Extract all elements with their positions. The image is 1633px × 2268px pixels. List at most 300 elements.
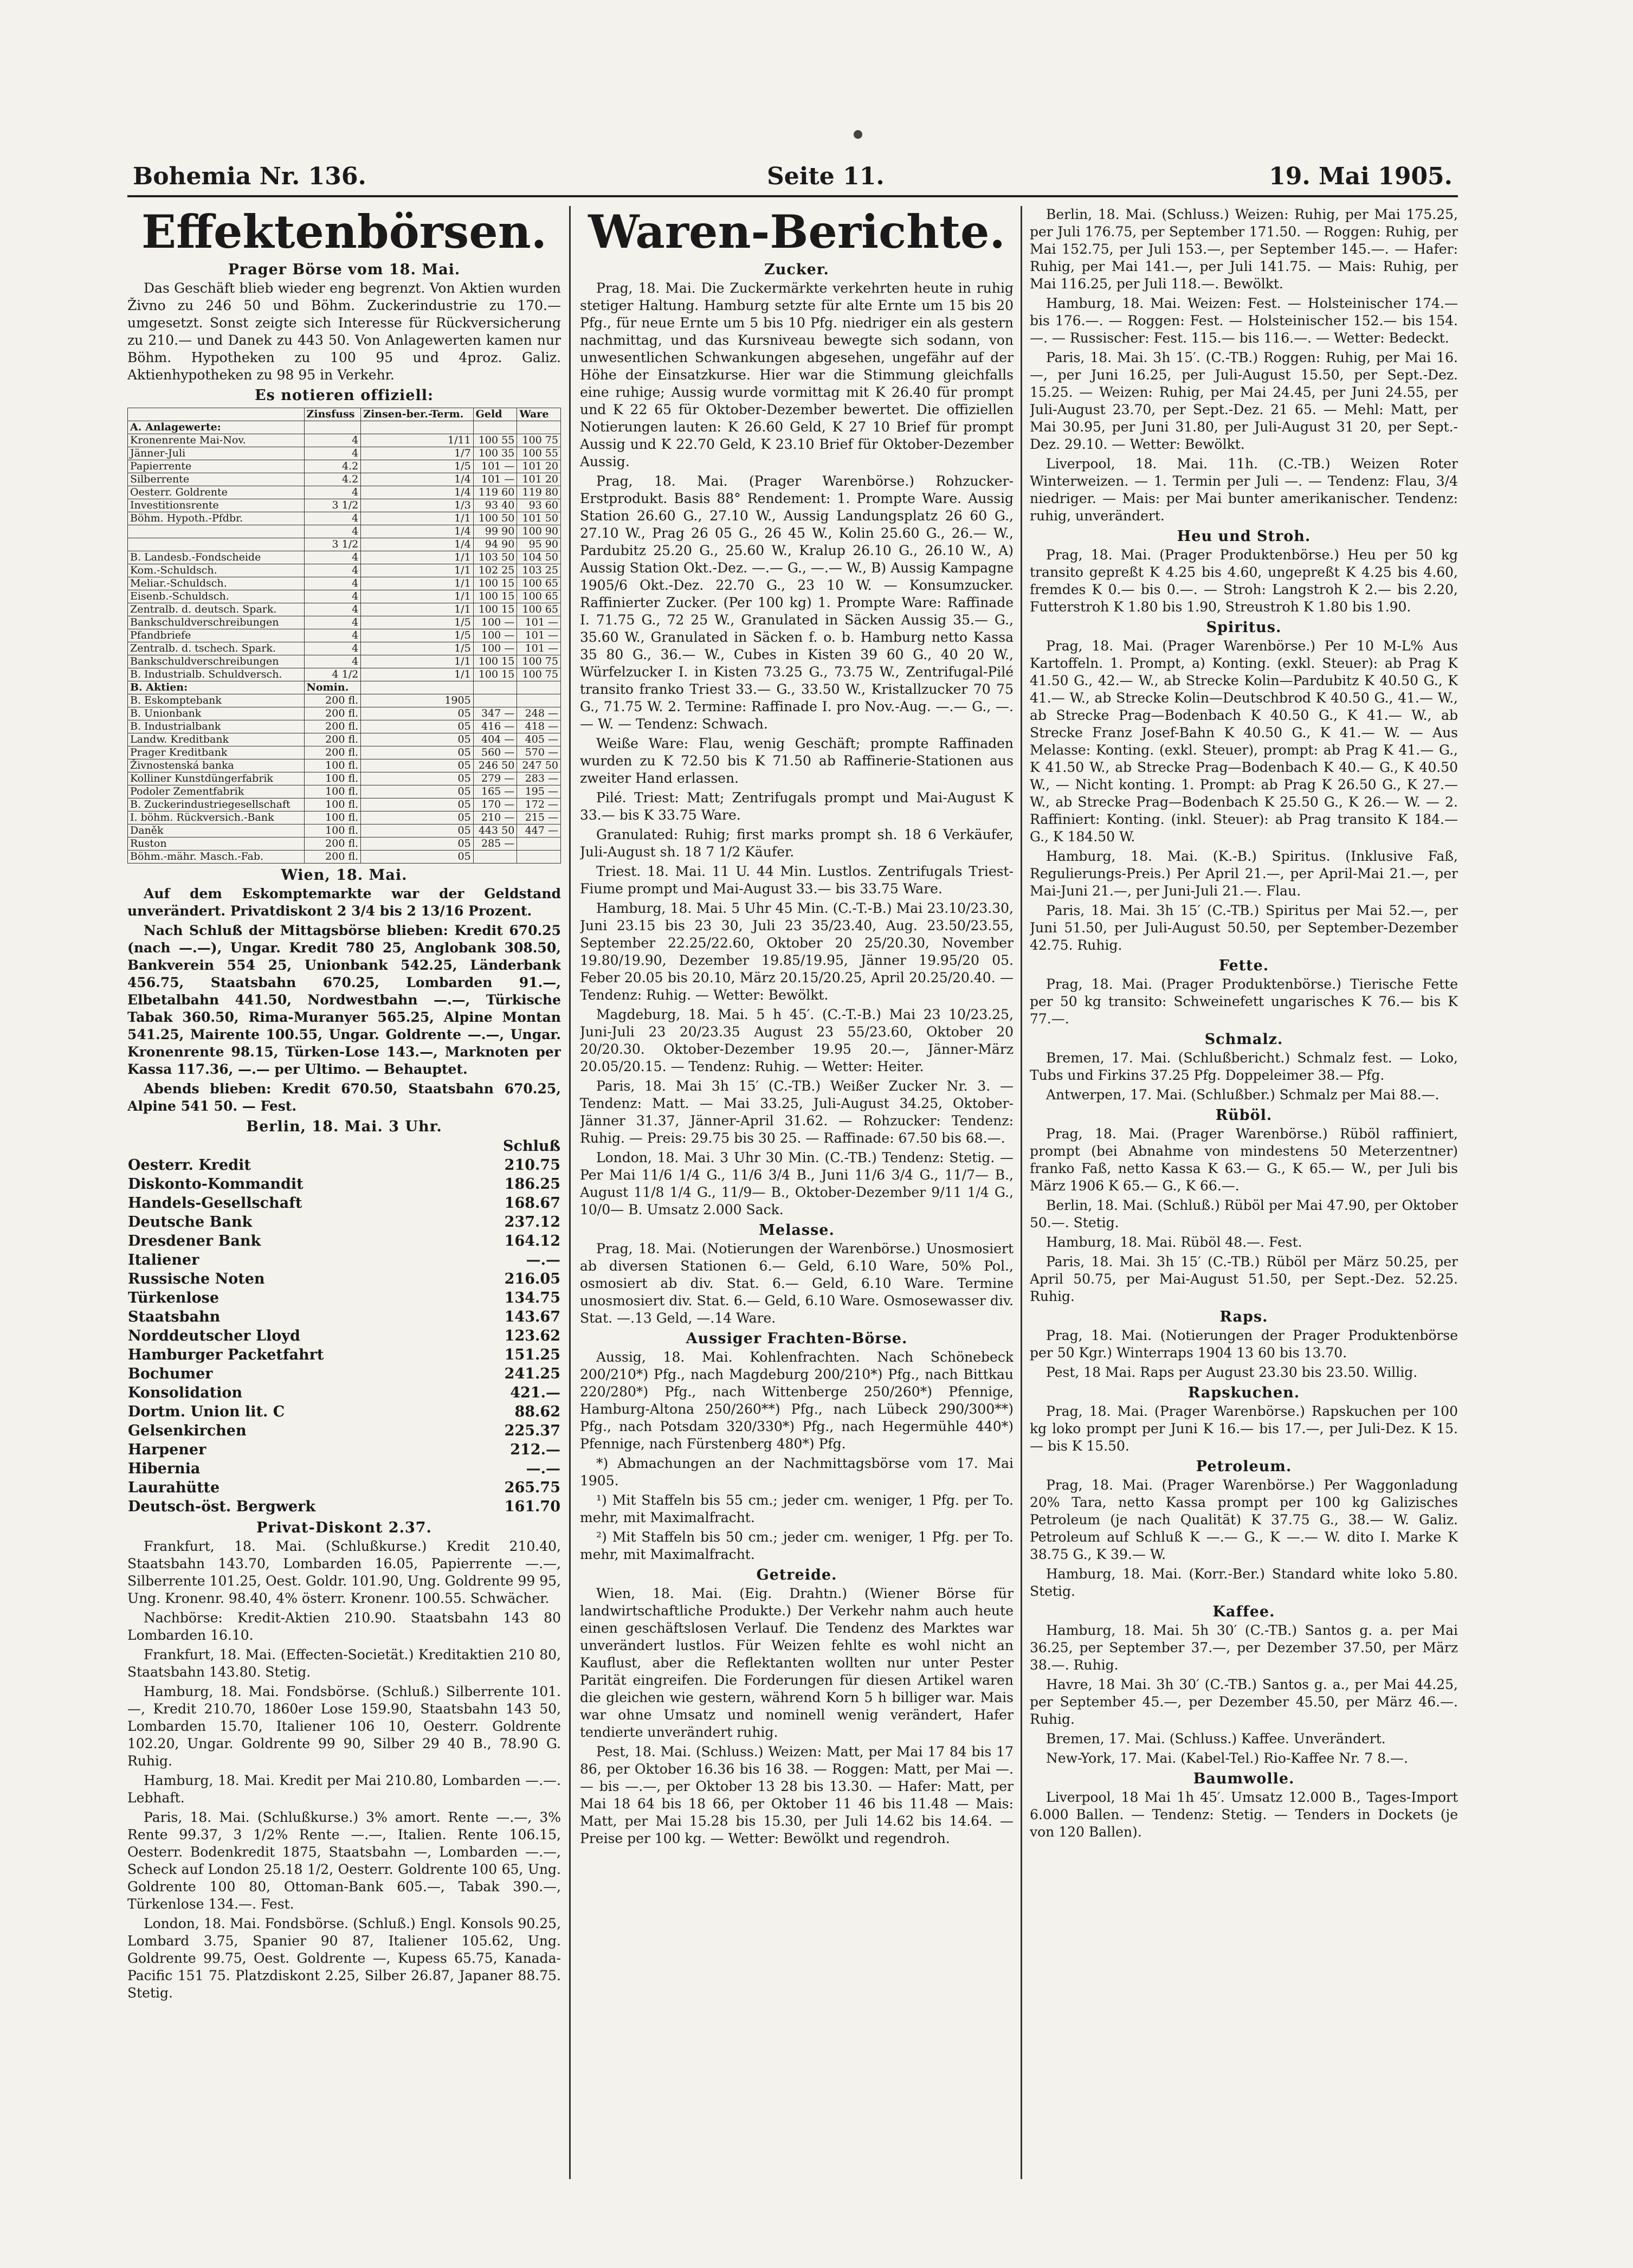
table-row <box>127 1194 561 1213</box>
security-name: Russische Noten <box>128 1271 265 1287</box>
table-row <box>127 1288 561 1307</box>
table-cell: 100 75 <box>517 668 561 681</box>
table-cell: 05 <box>361 707 473 720</box>
table-cell: 210 — <box>473 811 517 824</box>
table-cell: 1/1 <box>361 655 473 668</box>
security-price: 241.25 <box>504 1365 560 1382</box>
security-name: Diskonto-Kommandit <box>128 1176 304 1193</box>
table-cell: 1/4 <box>361 486 473 499</box>
table-cell <box>517 850 561 864</box>
table-cell: 247 50 <box>517 759 561 772</box>
security-name: Konsolidation <box>128 1384 242 1401</box>
column-header: Geld <box>473 408 517 421</box>
table-cell: 100 75 <box>517 434 561 447</box>
table-cell: 100 55 <box>517 447 561 460</box>
table-cell: 101 20 <box>517 460 561 473</box>
commodity-heading: Melasse. <box>759 1222 835 1239</box>
table-cell: B. Industrialb. Schuldversch. <box>128 668 305 681</box>
column-header: Ware <box>517 408 561 421</box>
column-waren-berichte <box>580 206 1014 2179</box>
paragraph: Pest, 18 Mai. Raps per August 23.30 bis 23.50. Willig. <box>1046 1364 1418 1380</box>
table-cell: 100 — <box>473 642 517 655</box>
table-cell: 100 15 <box>473 590 517 603</box>
security-price: 212.— <box>510 1441 560 1458</box>
table-cell: Meliar.-Schuldsch. <box>128 577 305 590</box>
paragraph: Hamburg, 18. Mai. Weizen: Fest. — Holsteinischer 174.— bis 176.—. — Roggen: Fest. — Holsteinischer 152.— bis 154.—. — Russischer: Fest. 115.— bis 116.—. — Wetter: Bedeckt. <box>1030 295 1458 346</box>
table-cell: 93 40 <box>473 499 517 512</box>
table-cell: 4.2 <box>304 473 361 486</box>
paragraph: Prag, 18. Mai. (Notierungen der Prager Produktenbörse per 50 Kgr.) Winterraps 1904 13 60 bis 13.70. <box>1030 1328 1458 1361</box>
table-cell: 1/4 <box>361 525 473 538</box>
table-cell: 104 50 <box>517 551 561 564</box>
table-cell <box>128 525 305 538</box>
table-cell: 101 — <box>473 460 517 473</box>
table-row <box>128 538 561 551</box>
table-cell: 165 — <box>473 785 517 798</box>
paragraph: ¹) Mit Staffeln bis 55 cm.; jeder cm. weniger, 1 Pfg. per To. mehr, mit Maximalfracht. <box>580 1492 1014 1525</box>
table-cell: 100 15 <box>473 577 517 590</box>
commodity-heading: Aussiger Frachten-Börse. <box>686 1330 908 1347</box>
table-row <box>128 642 561 655</box>
paragraph: Hamburg, 18. Mai. (K.-B.) Spiritus. (Inklusive Faß, Regulierungs-Preis.) Per April 21.—, per April-Mai 21.—, per Mai-Juni 21.—, per Juni-Juli 21.—. Flau. <box>1030 848 1458 899</box>
security-name: Gelsenkirchen <box>128 1422 247 1439</box>
table-cell: Oesterr. Goldrente <box>128 486 305 499</box>
table-row <box>128 551 561 564</box>
paragraph: Auf dem Eskomptemarkte war der Geldstand unverändert. Privatdiskont 2 3/4 bis 2 13/16 Prozent. <box>127 886 561 919</box>
table-cell: B. Industrialbank <box>128 720 305 733</box>
security-name: Hibernia <box>128 1460 201 1477</box>
table-row <box>128 564 561 577</box>
table-cell: Zentralb. d. tschech. Spark. <box>128 642 305 655</box>
table-cell: 103 25 <box>517 564 561 577</box>
paragraph: New-York, 17. Mai. (Kabel-Tel.) Rio-Kaffee Nr. 7 8.—. <box>1046 1750 1408 1766</box>
security-price: 225.37 <box>504 1422 560 1439</box>
table-cell: 1/4 <box>361 538 473 551</box>
table-cell <box>517 694 561 707</box>
table-cell: I. böhm. Rückversich.-Bank <box>128 811 305 824</box>
table-row <box>128 499 561 512</box>
table-cell: 200 fl. <box>304 733 361 746</box>
security-name: Dresdener Bank <box>128 1233 261 1249</box>
table-row <box>128 447 561 460</box>
security-name: Laurahütte <box>128 1479 220 1496</box>
security-name: Türkenlose <box>128 1290 220 1306</box>
table-cell: 4 <box>304 603 361 616</box>
table-cell: Bankschuldverschreibungen <box>128 655 305 668</box>
table-cell: 1/1 <box>361 564 473 577</box>
paragraph: Frankfurt, 18. Mai. (Effecten-Societät.) Kreditaktien 210 80, Staatsbahn 143.80. Stetig. <box>127 1647 561 1680</box>
table-row <box>128 577 561 590</box>
table-cell: 560 — <box>473 746 517 759</box>
security-name: Dortm. Union lit. C <box>128 1403 285 1420</box>
table-row <box>128 525 561 538</box>
paragraph: Pest, 18. Mai. (Schluss.) Weizen: Matt, per Mai 17 84 bis 17 86, per Oktober 16.36 bis 16 38. — Roggen: Matt, per Mai —.— bis —.—, per Oktober 13 28 bis 13.30. — Hafer: Matt, per Mai 18 64 bis 18 66, per Oktober 11 46 bis 11.48 — Mais: Matt, per Mai 15.28 bis 15.30, per Juli 14.62 bis 14.64. — Preise per 100 kg. — Wetter: Bewölkt und regendroh. <box>580 1744 1014 1846</box>
table-row <box>127 1175 561 1194</box>
table-cell: Prager Kreditbank <box>128 746 305 759</box>
paragraph: Prag, 18. Mai. (Prager Warenbörse.) Rapskuchen per 100 kg loko prompt per Juni K 16.— bis 17.—, per Juli-Dez. K 15.— bis K 15.50. <box>1030 1403 1458 1454</box>
table-cell: 100 — <box>473 616 517 629</box>
paragraph: Magdeburg, 18. Mai. 5 h 45′. (C.-T.-B.) Mai 23 10/23.25, Juni-Juli 23 20/23.35 August 23 55/23.60, Oktober 20 20/20.30. Oktober-Dezember 19.95 20.—, Jänner-März 20.05/20.15. — Tendenz: Ruhig. — Wetter: Heiter. <box>580 1007 1014 1074</box>
paragraph: Prag, 18. Mai. (Prager Warenbörse.) Rohzucker-Erstprodukt. Basis 88° Rendement: 1. Prompte Ware. Aussig Station 26.60 G., 27.10 W., Aussig Landungsplatz 26 60 G., 27.10 W., Prag 26 05 G., 26 45 W., Kolin 25.60 G., 26.— W., Pardubitz 25.20 G., 25.60 W., Kralup 26.10 G., 26.10 W., A) Aussig Station Okt.-Dez. —.— G., —.— W., B) Aussig Kampagne 1905/6 Okt.-Dez. 22.70 G., 23 10 W. — Konsumzucker. Raffinierter Zucker. (Per 100 kg) 1. Prompte Ware: Raffinade I. 71.75 G., 72 25 W., Granulated in Säcken Aussig 35.— G., 35.60 W., Granulated in Säcken f. o. b. Hamburg netto Kassa 35 80 G., 36.— W., Cubes in Kisten 39 60 G., 40 20 W., Würfelzucker I. in Kisten 73.25 G., 73.75 W., Zentrifugal-Pilé transito franko Triest 33.— G., 33.50 W., Kristallzucker 70 75 G., 71.75 W. 2. Termine: Raffinade I. pro Nov.-Aug. —.— G., —.— W. — Tendenz: Schwach. <box>580 473 1014 732</box>
security-name: Deutsch-öst. Bergwerk <box>128 1498 316 1515</box>
table-cell: Jänner-Juli <box>128 447 305 460</box>
table-cell: Podoler Zementfabrik <box>128 785 305 798</box>
column-effektenboersen <box>127 206 561 2179</box>
subsection-heading: Wien, 18. Mai. <box>281 867 408 884</box>
table-cell: 4 <box>304 577 361 590</box>
table-cell: 4 <box>304 564 361 577</box>
table-row <box>128 629 561 642</box>
paragraph: Berlin, 18. Mai. (Schluß.) Rüböl per Mai 47.90, per Oktober 50.—. Stetig. <box>1030 1197 1458 1230</box>
table-cell: 200 fl. <box>304 850 361 864</box>
commodity-heading: Rüböl. <box>1215 1107 1273 1124</box>
table-row <box>128 733 561 746</box>
table-cell: 05 <box>361 811 473 824</box>
security-price: 134.75 <box>504 1290 560 1306</box>
commodity-heading: Fette. <box>1218 957 1269 974</box>
table-cell: 101 20 <box>517 473 561 486</box>
security-price: —.— <box>526 1252 560 1268</box>
security-price: 164.12 <box>504 1233 560 1249</box>
subsection-heading: Prager Börse vom 18. Mai. <box>228 261 461 278</box>
table-cell: 447 — <box>517 824 561 837</box>
table-row <box>128 759 561 772</box>
commodity-heading: Schmalz. <box>1204 1031 1283 1048</box>
table-row <box>127 1364 561 1383</box>
table-cell: 3 1/2 <box>304 538 361 551</box>
paragraph: Berlin, 18. Mai. (Schluss.) Weizen: Ruhig, per Mai 175.25, per Juli 176.75, per September 171.50. — Roggen: Ruhig, per Mai 152.75, per Juli 153.—, per September 145.—. — Hafer: Ruhig, per Mai 141.—, per Juli 141.75. — Mais: Ruhig, per Mai 116.25, per Juli 118.—. Bewölkt. <box>1030 207 1458 292</box>
table-cell: Kom.-Schuldsch. <box>128 564 305 577</box>
table-cell: 4 <box>304 590 361 603</box>
table-cell: 100 fl. <box>304 798 361 811</box>
paragraph: Prag, 18. Mai. Die Zuckermärkte verkehrten heute in ruhig stetiger Haltung. Hamburg setzte für alte Ernte um 15 bis 20 Pfg., für neue Ernte um 5 bis 10 Pfg. niedriger ein als gestern nachmittag, und das Kursniveau bewegte sich sodann, von unwesentlichen Schwankungen abgesehen, ungefähr auf der Höhe der Einsatzkurse. Hier war die Stimmung gleichfalls eine ruhige; Aussig wurde vormittag mit K 26.40 für prompt und K 22 65 für Oktober-Dezember bewertet. Die offiziellen Notierungen lauten: K 26.60 Geld, K 27 10 Brief für prompt Aussig und K 22.70 Geld, K 23.10 Brief für Oktober-Dezember Aussig. <box>580 280 1014 469</box>
table-cell: 200 fl. <box>304 707 361 720</box>
table-row <box>128 720 561 733</box>
table-cell: 100 15 <box>473 668 517 681</box>
paragraph: Paris, 18. Mai. 3h 15′. (C.-TB.) Roggen: Ruhig, per Mai 16.—, per Juni 16.25, per Juli-August 15.50, per Sept.-Dez. 15.25. — Weizen: Ruhig, per Mai 24.45, per Juni 24.55, per Juli-August 23.70, per Sept.-Dez. 21 65. — Mehl: Matt, per Mai 30.95, per Juni 31.80, per Juli-August 31 20, per Sept.-Dez. 29.10. — Wetter: Bewölkt. <box>1030 350 1458 452</box>
table-cell: 416 — <box>473 720 517 733</box>
table-cell: 100 65 <box>517 590 561 603</box>
table-cell: 3 1/2 <box>304 499 361 512</box>
paragraph: Havre, 18 Mai. 3h 30′ (C.-TB.) Santos g. a., per Mai 44.25, per September 45.—, per Dezember 45.50, per März 46.—. Ruhig. <box>1030 1677 1458 1727</box>
table-cell: 1/3 <box>361 499 473 512</box>
paragraph: Bremen, 17. Mai. (Schlußbericht.) Schmalz fest. — Loko, Tubs und Firkins 37.25 Pfg. Doppeleimer 38.— Pfg. <box>1030 1050 1458 1083</box>
table-cell: 05 <box>361 772 473 785</box>
table-cell: 101 — <box>517 642 561 655</box>
security-price: 216.05 <box>504 1271 560 1287</box>
table-cell: 119 80 <box>517 486 561 499</box>
table-group-row <box>128 421 561 434</box>
table-row <box>127 1232 561 1251</box>
table-cell: 100 15 <box>473 655 517 668</box>
table-cell: 1/5 <box>361 460 473 473</box>
table-cell: Eisenb.-Schuldsch. <box>128 590 305 603</box>
table-row <box>128 460 561 473</box>
table-cell: 05 <box>361 798 473 811</box>
paragraph: Liverpool, 18. Mai. 11h. (C.-TB.) Weizen Roter Winterweizen. — 1. Termin per Juli —. — Tendenz: Flau, 3/4 niedriger. — Mais: per Mai bunter amerikanischer. Tendenz: ruhig, unverändert. <box>1030 456 1458 524</box>
table-cell: 100 fl. <box>304 759 361 772</box>
table-cell: 1/5 <box>361 629 473 642</box>
table-cell: 100 fl. <box>304 785 361 798</box>
security-price: 151.25 <box>504 1346 560 1363</box>
table-cell: 4 1/2 <box>304 668 361 681</box>
table-caption: Es notieren offiziell: <box>255 387 434 404</box>
table-row <box>128 824 561 837</box>
table-cell: Kolliner Kunstdüngerfabrik <box>128 772 305 785</box>
table-cell: 4 <box>304 447 361 460</box>
security-name: Bochumer <box>128 1365 213 1382</box>
paragraph: Paris, 18. Mai. 3h 15′ (C.-TB.) Spiritus per Mai 52.—, per Juni 51.50, per Juli-August 50.50, per September-Dezember 42.75. Ruhig. <box>1030 903 1458 953</box>
table-cell: 4 <box>304 629 361 642</box>
paragraph: Prag, 18. Mai. (Prager Warenbörse.) Per 10 M-L% Aus Kartoffeln. 1. Prompt, a) Konting. (exkl. Steuer): ab Prag K 41.50 G., 42.— W., ab Strecke Kolin—Pardubitz K 40.50 G., K 41.— W., ab Strecke Kolin—Deutschbrod K 40.50 G., 41.— W., ab Strecke Prag—Bodenbach K 40.50 G., K 41.— W., ab Strecke Franz Josef-Bahn K 40.50 G., K 41.— W. — Aus Melasse: Konting. (exkl. Steuer), prompt: ab Prag K 41.— G., K 41.50 W., ab Strecke Prag—Bodenbach K 40.— G., K 40.50 W., — Nicht konting. 1. Prompt: ab Prag K 26.50 G., K 27.— W., ab Strecke Prag—Bodenbach K 25.50 G., K 26.— W. — 2. Raffiniert: Konting. (inkl. Steuer): ab Prag transito K 184.— G., K 184.50 W. <box>1030 638 1458 845</box>
security-name: Staatsbahn <box>128 1309 221 1325</box>
paragraph: Prag, 18. Mai. (Prager Produktenbörse.) Tierische Fette per 50 kg transito: Schweinefett ungarisches K 76.— bis K 77.—. <box>1030 976 1458 1027</box>
paragraph: Nachbörse: Kredit-Aktien 210.90. Staatsbahn 143 80 Lombarden 16.10. <box>127 1610 561 1643</box>
table-row <box>127 1459 561 1478</box>
table-cell: 1/4 <box>361 473 473 486</box>
security-name: Deutsche Bank <box>128 1214 253 1230</box>
table-cell: 347 — <box>473 707 517 720</box>
security-name: Harpener <box>128 1441 206 1458</box>
table-cell: Zentralb. d. deutsch. Spark. <box>128 603 305 616</box>
column-waren-berichte-continued <box>1030 206 1458 2179</box>
security-name: Italiener <box>128 1252 199 1268</box>
table-cell: Papierrente <box>128 460 305 473</box>
table-cell: Investitionsrente <box>128 499 305 512</box>
security-price: 265.75 <box>504 1479 560 1496</box>
table-cell: 95 90 <box>517 538 561 551</box>
table-group-row <box>128 681 561 694</box>
table-cell: 1905 <box>361 694 473 707</box>
header-publication: Bohemia Nr. 136. <box>133 163 366 190</box>
table-cell: 100 55 <box>473 434 517 447</box>
group-column-label: Nomin. <box>304 681 361 694</box>
table-cell: 05 <box>361 746 473 759</box>
paragraph: Hamburg, 18. Mai. (Korr.-Ber.) Standard white loko 5.80. Stetig. <box>1030 1566 1458 1599</box>
table-row <box>127 1478 561 1497</box>
paragraph: Aussig, 18. Mai. Kohlenfrachten. Nach Schönebeck 200/210*) Pfg., nach Magdeburg 200/210*) Pfg., nach Bittkau 220/280*) Pfg., nach Wittenberge 250/260*) Pfennige, Hamburg-Altona 250/260**) Pfg., nach Lübeck 290/300**) Pfg., nach Potsdam 320/330*) Pfg., nach Hegermühle 440*) Pfennige, nach Fürstenberg 480*) Pfg. <box>580 1349 1014 1452</box>
table-cell: 100 50 <box>473 512 517 525</box>
table-cell <box>473 694 517 707</box>
commodity-heading: Getreide. <box>756 1567 837 1583</box>
security-price: 210.75 <box>504 1157 560 1174</box>
table-row <box>127 1421 561 1440</box>
table-cell: 100 75 <box>517 655 561 668</box>
table-cell: Daněk <box>128 824 305 837</box>
table-cell: 101 — <box>517 616 561 629</box>
group-label: B. Aktien: <box>128 681 305 694</box>
table-cell: 103 50 <box>473 551 517 564</box>
section-title: Waren-Berichte. <box>588 206 1005 259</box>
group-column-label <box>304 421 361 434</box>
table-cell: 283 — <box>517 772 561 785</box>
paragraph: Paris, 18. Mai. (Schlußkurse.) 3% amort. Rente —.—, 3% Rente 99.37, 3 1/2% Rente —.—, Italien. Rente 106.15, Oesterr. Bodenkredit 1875, Staatsbahn —, Lombarden —.—, Scheck auf London 25.18 1/2, Oesterr. Goldrente 100 65, Ung. Goldrente 100 80, Ottoman-Bank 605.—, Tabak 390.—, Türkenlose 134.—. Fest. <box>127 1809 561 1912</box>
paragraph: Hamburg, 18. Mai. 5 Uhr 45 Min. (C.-T.-B.) Mai 23.10/23.30, Juni 23.15 bis 23 30, Juli 23 35/23.40, Aug. 23.50/23.55, September 22.25/22.60, Oktober 20 25/20.30, November 19.80/19.90, Dezember 19.85/19.95, Jänner 19.95/20 05. Feber 20.05 bis 20.10, März 20.15/20.25, April 20.25/20.40. — Tendenz: Ruhig. — Wetter: Bewölkt. <box>580 900 1014 1003</box>
punch-hole-mark <box>854 130 862 139</box>
table-cell: B. Unionbank <box>128 707 305 720</box>
table-row <box>127 1497 561 1516</box>
commodity-heading: Heu und Stroh. <box>1177 528 1311 545</box>
table-cell: 200 fl. <box>304 746 361 759</box>
table-cell: 4 <box>304 616 361 629</box>
table-row <box>127 1270 561 1288</box>
table-row <box>127 1213 561 1232</box>
table-cell: 101 — <box>473 473 517 486</box>
paragraph: Prag, 18. Mai. (Notierungen der Warenbörse.) Unosmosiert ab diversen Stationen 6.— Geld, 6.10 Ware, 50% Pol., osmosiert ab div. Stat. 6.— Geld, 6.10 Ware. Termine unosmosiert div. Stat. 6.— Geld, 6.10 Ware. Osmosewasser div. Stat. —.13 Geld, —.14 Ware. <box>580 1241 1014 1326</box>
table-cell: 05 <box>361 824 473 837</box>
paragraph: Prag, 18. Mai. (Prager Produktenbörse.) Heu per 50 kg transito gepreßt K 4.25 bis 4.60, ungepreßt K 4.25 bis 4.60, fremdes K 0.— bis 0.—. — Stroh: Langstroh K 2.— bis 2.20, Futterstroh K 1.80 bis 1.90, Streustroh K 1.80 bis 1.90. <box>1030 547 1458 615</box>
paragraph: Hamburg, 18. Mai. Kredit per Mai 210.80, Lombarden —.—. Lebhaft. <box>127 1773 561 1806</box>
table-cell <box>128 538 305 551</box>
header-date: 19. Mai 1905. <box>1269 163 1453 190</box>
table-cell: 100 fl. <box>304 824 361 837</box>
table-row <box>128 486 561 499</box>
header-page-number: Seite 11. <box>767 163 885 190</box>
table-cell: 195 — <box>517 785 561 798</box>
table-cell: 4 <box>304 642 361 655</box>
paragraph: Prag, 18. Mai. (Prager Warenbörse.) Rüböl raffiniert, prompt (bei Abnahme von mindestens 50 Meterzentner) franko Faß, netto Kassa K 63.— G., K 65.— W., per Juli bis März 1906 K 65.— G., K 66.—. <box>1030 1126 1458 1194</box>
table-row <box>127 1251 561 1270</box>
table-cell: 215 — <box>517 811 561 824</box>
paragraph: Hamburg, 18. Mai. Rüböl 48.—. Fest. <box>1046 1234 1302 1250</box>
table-cell: Ruston <box>128 837 305 850</box>
table-cell: 100 65 <box>517 577 561 590</box>
table-cell: 99 90 <box>473 525 517 538</box>
table-row <box>127 1307 561 1326</box>
table-cell: 100 fl. <box>304 811 361 824</box>
table-cell: 4 <box>304 486 361 499</box>
group-label: A. Anlagewerte: <box>128 421 305 434</box>
table-cell: 101 — <box>517 629 561 642</box>
table-cell: 05 <box>361 785 473 798</box>
security-price: 237.12 <box>504 1214 560 1230</box>
table-cell: 405 — <box>517 733 561 746</box>
table-row <box>127 1156 561 1175</box>
table-row <box>128 785 561 798</box>
column-header <box>128 408 305 421</box>
paragraph: Granulated: Ruhig; first marks prompt sh. 18 6 Verkäufer, Juli-August sh. 18 7 1/2 Käufer. <box>580 827 1014 860</box>
table-cell: 200 fl. <box>304 720 361 733</box>
paragraph: Paris, 18. Mai. 3h 15′ (C.-TB.) Rüböl per März 50.25, per April 50.75, per Mai-August 51.50, per Sept.-Dez. 52.25. Ruhig. <box>1030 1254 1458 1304</box>
section-title: Effektenbörsen. <box>141 206 547 259</box>
table-cell: Pfandbriefe <box>128 629 305 642</box>
table-cell <box>473 850 517 864</box>
table-cell: 443 50 <box>473 824 517 837</box>
table-row <box>128 434 561 447</box>
security-price: 421.— <box>510 1384 560 1401</box>
paragraph: Hamburg, 18. Mai. 5h 30′ (C.-TB.) Santos g. a. per Mai 36.25, per September 37.—, per Dezember 37.50, per März 38.—. Ruhig. <box>1030 1622 1458 1673</box>
commodity-heading: Rapskuchen. <box>1187 1384 1300 1401</box>
table-cell: 248 — <box>517 707 561 720</box>
table-cell: 100 65 <box>517 603 561 616</box>
table-cell: 05 <box>361 837 473 850</box>
table-row <box>128 707 561 720</box>
table-row <box>128 746 561 759</box>
table-cell: 1/7 <box>361 447 473 460</box>
table-row <box>128 512 561 525</box>
column-rule <box>1021 206 1022 2179</box>
table-row <box>128 772 561 785</box>
table-cell: 100 90 <box>517 525 561 538</box>
table-cell: 102 25 <box>473 564 517 577</box>
table-cell: B. Eskomptebank <box>128 694 305 707</box>
privatdiskont-line: Privat-Diskont 2.37. <box>256 1519 432 1536</box>
security-price: 123.62 <box>504 1328 560 1344</box>
table-row <box>128 798 561 811</box>
table-row <box>128 811 561 824</box>
page-header <box>127 157 1458 197</box>
table-cell: 100 35 <box>473 447 517 460</box>
table-cell: 418 — <box>517 720 561 733</box>
table-cell: 1/1 <box>361 512 473 525</box>
commodity-heading: Zucker. <box>764 261 829 278</box>
security-price: 168.67 <box>504 1195 560 1212</box>
table-cell: 05 <box>361 733 473 746</box>
table-cell: 285 — <box>473 837 517 850</box>
table-row <box>128 603 561 616</box>
table-cell: B. Zuckerindustriegesellschaft <box>128 798 305 811</box>
empty-cell <box>517 421 561 434</box>
commodity-heading: Kaffee. <box>1212 1603 1275 1620</box>
empty-cell <box>473 421 517 434</box>
security-price: —.— <box>526 1460 560 1477</box>
table-row <box>127 1440 561 1459</box>
table-cell: Böhm.-mähr. Masch.-Fab. <box>128 850 305 864</box>
table-cell: 1/11 <box>361 434 473 447</box>
table-row <box>128 694 561 707</box>
table-cell: 05 <box>361 720 473 733</box>
table-row <box>128 616 561 629</box>
security-price: 88.62 <box>514 1403 560 1420</box>
stock-table <box>127 408 561 864</box>
paragraph: Weiße Ware: Flau, wenig Geschäft; prompte Raffinaden wurden zu K 72.50 bis K 71.50 ab Raffinerie-Stationen aus zweiter Hand erlassen. <box>580 736 1014 786</box>
table-row <box>127 1402 561 1421</box>
paragraph: ²) Mit Staffeln bis 50 cm.; jeder cm. weniger, 1 Pfg. per To. mehr, mit Maximalfracht. <box>580 1529 1014 1562</box>
table-cell: 94 90 <box>473 538 517 551</box>
subsection-heading: Berlin, 18. Mai. 3 Uhr. <box>246 1118 442 1135</box>
table-row <box>127 1345 561 1364</box>
column-header: Schluß <box>503 1138 560 1155</box>
table-cell: Živnostenská banka <box>128 759 305 772</box>
paragraph: Das Geschäft blieb wieder eng begrenzt. Von Aktien wurden Živno zu 246 50 und Böhm. Zuckerindustrie zu 170.— umgesetzt. Sonst zeigte sich Interesse für Rückversicherung zu 210.— und Danek zu 443 50. Von Anlagewerten kamen nur Böhm. Hypotheken zu 100 95 und 4proz. Galiz. Aktienhypotheken zu 98 95 in Verkehr. <box>127 280 561 383</box>
empty-cell <box>361 681 473 694</box>
security-name: Oesterr. Kredit <box>128 1157 251 1174</box>
commodity-heading: Spiritus. <box>1206 619 1282 636</box>
table-cell: 4 <box>304 551 361 564</box>
table-cell: 4.2 <box>304 460 361 473</box>
column-rule <box>569 206 571 2179</box>
table-row <box>128 473 561 486</box>
paragraph: Triest. 18. Mai. 11 U. 44 Min. Lustlos. Zentrifugals Triest-Fiume prompt und Mai-August 33.— bis 33.75 Ware. <box>580 864 1014 897</box>
security-price: 143.67 <box>504 1309 560 1325</box>
table-cell: 100 fl. <box>304 772 361 785</box>
table-cell: 05 <box>361 850 473 864</box>
paragraph: London, 18. Mai. 3 Uhr 30 Min. (C.-TB.) Tendenz: Stetig. — Per Mai 11/6 1/4 G., 11/6 3/4 B., Juni 11/6 3/4 G., 11/7— B., August 11/8 1/4 G., 11/9— B., Oktober-Dezember 9/11 1/4 G., 10/0— B. Umsatz 2.000 Sack. <box>580 1150 1014 1217</box>
empty-cell <box>473 681 517 694</box>
paragraph: Frankfurt, 18. Mai. (Schlußkurse.) Kredit 210.40, Staatsbahn 143.70, Lombarden 16.05, Papierrente —.—, Silberrente 101.25, Oest. Goldr. 101.90, Ung. Goldrente 99 95, Ung. Kronenr. 98.40, 4% österr. Kronenr. 100.55. Schwächer. <box>127 1538 561 1606</box>
paragraph: Wien, 18. Mai. (Eig. Drahtn.) (Wiener Börse für landwirtschaftliche Produkte.) Der Verkehr nahm auch heute einen geschäftslosen Verlauf. Die Tendenz des Marktes war unverändert lustlos. Für Weizen fehlte es wohl nicht an Kauflust, aber die Reflektanten wollten nur unter Pester Parität eingreifen. Die Forderungen für diesen Artikel waren die gleichen wie gestern, während Korn 5 h billiger war. Mais war ohne Umsatz und nominell wenig verändert, Hafer tendierte unverändert ruhig. <box>580 1586 1014 1740</box>
table-cell: 119 60 <box>473 486 517 499</box>
security-name: Norddeutscher Lloyd <box>128 1328 300 1344</box>
security-price: 186.25 <box>504 1176 560 1193</box>
table-cell: 1/1 <box>361 668 473 681</box>
table-row <box>127 1383 561 1402</box>
table-cell: 93 60 <box>517 499 561 512</box>
paragraph: Hamburg, 18. Mai. Fondsbörse. (Schluß.) Silberrente 101.—, Kredit 210.70, 1860er Lose 159.90, Staatsbahn 143 50, Lombarden 15.70, Italiener 106 10, Oesterr. Goldrente 102.20, Ungar. Goldrente 99 90, Silber 29 40 B., 78.90 G. Ruhig. <box>127 1684 561 1769</box>
commodity-heading: Raps. <box>1219 1309 1268 1325</box>
table-cell: 4 <box>304 512 361 525</box>
table-cell: 200 fl. <box>304 837 361 850</box>
